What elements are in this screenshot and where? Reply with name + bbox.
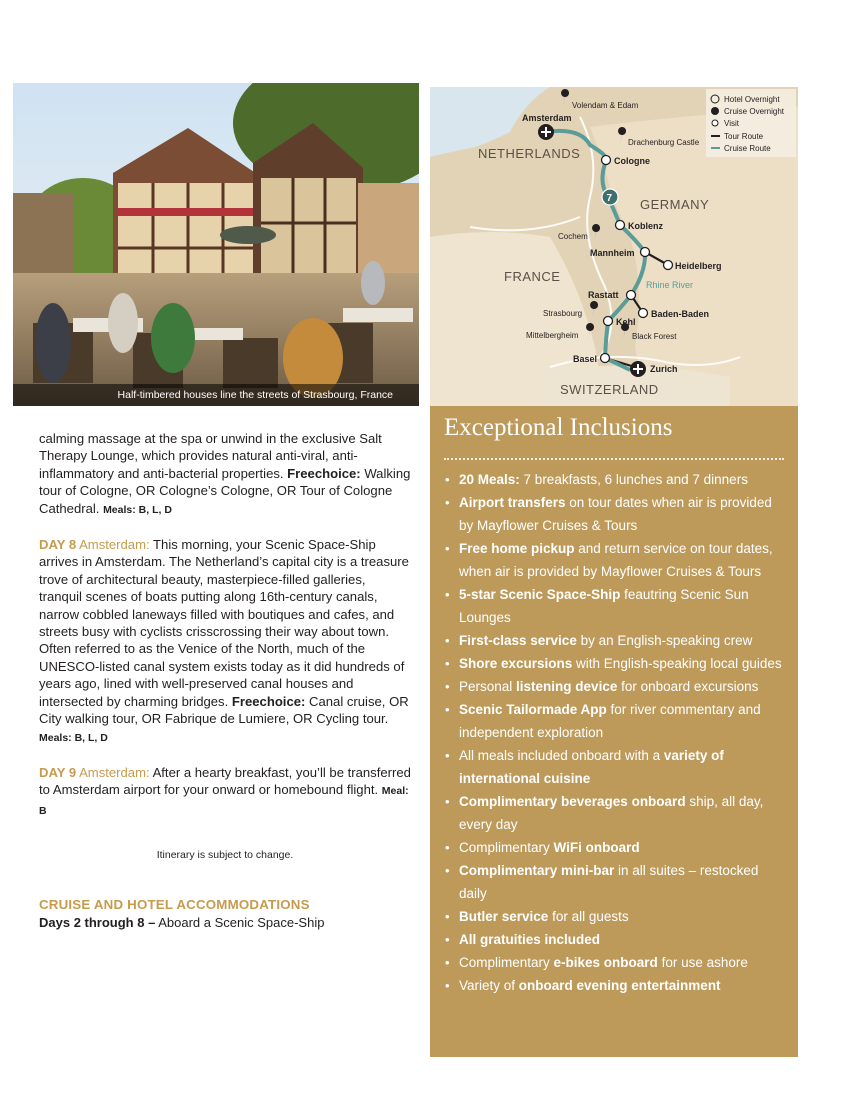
inclusions-title: Exceptional Inclusions: [444, 414, 673, 441]
inclusion-item: • 20 Meals: 7 breakfasts, 6 lunches and 7 dinners: [444, 468, 789, 491]
legend-cruise-overnight: Cruise Overnight: [724, 107, 785, 116]
visit-strasbourg: Strasbourg: [543, 309, 583, 318]
day9-paragraph: DAY 9 Amsterdam: After a hearty breakfast, you’ll be transferred to Amsterdam airport for your onward or homebound flight. Meal: B: [39, 764, 411, 817]
itinerary-text: [39, 430, 411, 837]
city-mannheim: Mannheim: [590, 248, 635, 258]
city-zurich: Zurich: [650, 364, 678, 374]
inclusion-item: • Personal listening device for onboard excursions: [444, 675, 789, 698]
route-map: [430, 87, 798, 406]
city-koblenz: Koblenz: [628, 221, 663, 231]
visit-mittelbergheim: Mittelbergheim: [526, 331, 579, 340]
inclusion-item: • 5-star Scenic Space-Ship feautring Scenic Sun Lounges: [444, 583, 789, 629]
city-heidelberg: Heidelberg: [675, 261, 722, 271]
dotted-divider: [444, 458, 784, 460]
country-switzerland: SWITZERLAND: [560, 382, 659, 397]
day8-place: Amsterdam:: [79, 537, 150, 553]
country-france: FRANCE: [504, 269, 561, 284]
inclusion-item: • Scenic Tailormade App for river commentary and independent exploration: [444, 698, 789, 744]
visit-cochem: Cochem: [558, 232, 588, 241]
inclusion-item: • Complimentary WiFi onboard: [444, 836, 789, 859]
country-netherlands: NETHERLANDS: [478, 146, 581, 161]
inclusion-item: • Complimentary e-bikes onboard for use ashore: [444, 951, 789, 974]
rhine-river-label: Rhine River: [646, 280, 694, 290]
legend-tour-route: Tour Route: [724, 132, 764, 141]
city-basel: Basel: [573, 354, 598, 364]
legend-cruise-route: Cruise Route: [724, 144, 771, 153]
inclusion-item: • Free home pickup and return service on tour dates, when air is provided by Mayflower Cruises & Tours: [444, 537, 789, 583]
inclusion-item: • All meals included onboard with a variety of international cuisine: [444, 744, 789, 790]
inclusion-item: • All gratuities included: [444, 928, 789, 951]
day7-continued: calming massage at the spa or unwind in the exclusive Salt Therapy Lounge, which provides natural anti-viral, anti-inflammatory and anti-bacterial properties. Freechoice: Walking tour of Cologne, OR Cologne’s Cologne, OR Tour of Cologne Cathedral. Meals: B, L, D: [39, 431, 411, 516]
inclusions-list: [444, 468, 789, 997]
strasbourg-photo: [13, 83, 419, 406]
visit-black-forest: Black Forest: [632, 332, 677, 341]
city-cologne: Cologne: [614, 156, 650, 166]
inclusion-item: • Complimentary mini-bar in all suites – restocked daily: [444, 859, 789, 905]
inclusion-item: • Complimentary beverages onboard ship, all day, every day: [444, 790, 789, 836]
legend-visit: Visit: [724, 119, 739, 128]
city-rastatt: Rastatt: [588, 290, 619, 300]
city-baden-baden: Baden-Baden: [651, 309, 710, 319]
accommodations-heading: CRUISE AND HOTEL ACCOMMODATIONS: [39, 897, 310, 912]
city-amsterdam: Amsterdam: [522, 113, 572, 123]
day8-paragraph: DAY 8 Amsterdam: This morning, your Scenic Space-Ship arrives in Amsterdam. The Netherland’s capital city is a treasure trove of architectural beauty, masterpiece-filled galleries, tranquil scenes of boats putting along 16th-century canals, narrow cobbled laneways filled with boutiques and cafes, and streets busy with cyclists crisscrossing their way about town. Often referred to as the Venice of the North, much of the UNESCO-listed canal system exists today as it did hundreds of years ago, lined with well-preserved canal houses and intersected by charming bridges. Freechoice: Canal cruise, OR City walking tour, OR Fabrique de Lumiere, OR Cycling tour. Meals: B, L, D: [39, 537, 409, 744]
visit-volendam: Volendam & Edam: [572, 101, 639, 110]
day8-label: DAY 8: [39, 537, 77, 553]
inclusion-item: • Shore excursions with English-speaking local guides: [444, 652, 789, 675]
inclusion-item: • Airport transfers on tour dates when air is provided by Mayflower Cruises & Tours: [444, 491, 789, 537]
inclusions-panel: [430, 406, 798, 1057]
country-germany: GERMANY: [640, 197, 710, 212]
inclusion-item: • Butler service for all guests: [444, 905, 789, 928]
itinerary-note: Itinerary is subject to change.: [156, 849, 294, 861]
city-kehl: Kehl: [616, 317, 636, 327]
day9-place: Amsterdam:: [79, 764, 150, 780]
cruise-overnight-count: 7: [606, 193, 613, 204]
photo-caption: Half-timbered houses line the streets of Strasbourg, France: [13, 384, 419, 406]
accommodations-detail: Days 2 through 8 – Aboard a Scenic Space-Ship: [39, 915, 325, 930]
inclusion-item: • First-class service by an English-speaking crew: [444, 629, 789, 652]
visit-drachenburg: Drachenburg Castle: [628, 138, 700, 147]
legend-hotel: Hotel Overnight: [724, 95, 780, 104]
day9-label: DAY 9: [39, 764, 77, 780]
inclusion-item: • Variety of onboard evening entertainment: [444, 974, 789, 997]
